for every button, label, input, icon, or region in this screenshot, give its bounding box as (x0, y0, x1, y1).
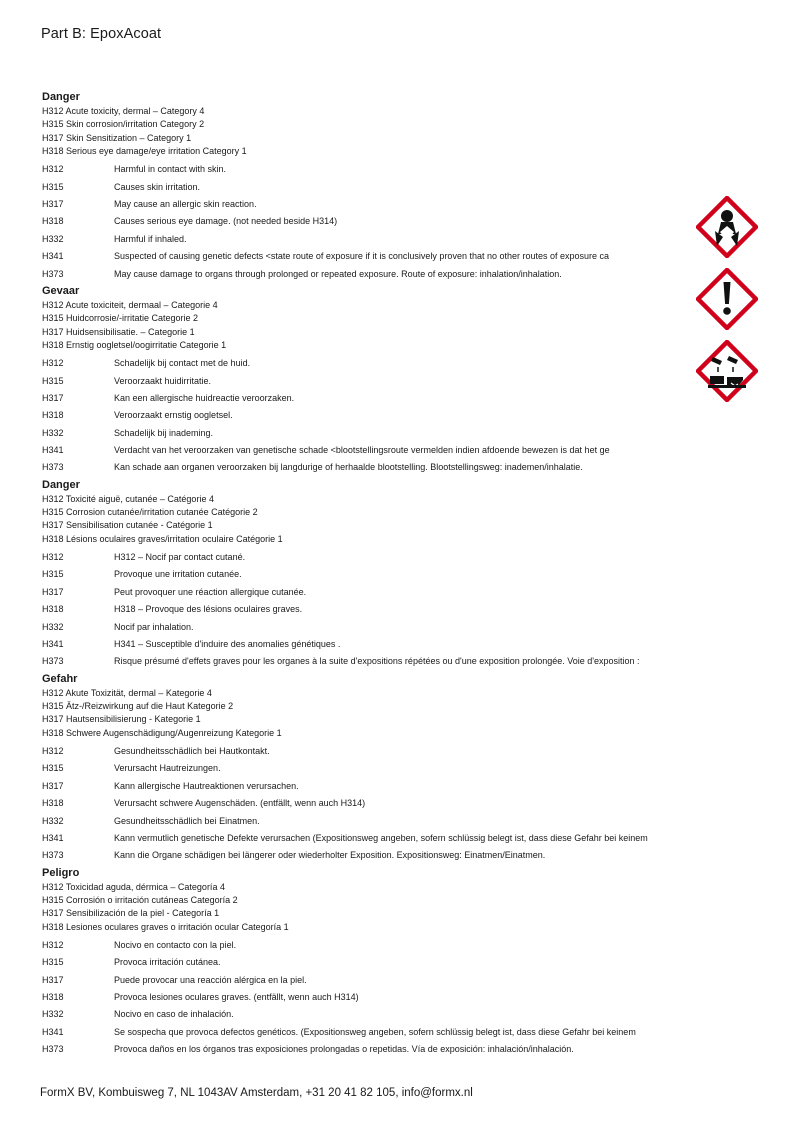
hazard-statement-text: May cause damage to organs through prolonged or repeated exposure. Route of exposure: inhalation/inhalation. (114, 268, 562, 279)
hazard-statement-row (42, 636, 732, 653)
hazard-code: H318 (42, 216, 64, 227)
classification-line: H317 Huidsensibilisatie. – Categorie 1 (42, 326, 195, 337)
hazard-code: H373 (42, 268, 64, 279)
hazard-code: H341 (42, 1026, 64, 1037)
hazard-statement-text: Provoca irritación cutánea. (114, 957, 221, 968)
section-heading: Gefahr (42, 672, 78, 685)
hazard-statement-text: H318 – Provoque des lésions oculaires graves. (114, 604, 303, 615)
hazard-code: H341 (42, 832, 64, 843)
hazard-section (42, 477, 732, 671)
hazard-statement-text: Peut provoquer une réaction allergique cutanée. (114, 586, 307, 597)
hazard-statement-row (42, 213, 732, 230)
hazard-code: H341 (42, 638, 64, 649)
hazard-statement-text: Risque présumé d'effets graves pour les organes à la suite d'expositions répétées ou d'une exposition prolongée. Voie d'exposition : (114, 656, 640, 667)
ghs-pictograms (696, 196, 758, 412)
hazard-statement-row (42, 266, 732, 283)
hazard-statement-row (42, 196, 732, 213)
hazard-code: H332 (42, 621, 64, 632)
hazard-statement-text: May cause an allergic skin reaction. (114, 198, 257, 209)
hazard-section (42, 89, 732, 283)
hazard-statement-row (42, 847, 732, 864)
section-heading: Peligro (42, 866, 80, 879)
hazard-statement-text: Se sospecha que provoca defectos genéticos. (Expositionsweg angeben, sofern schlüssig belegt ist, dass diese Gefahr bei keinem (114, 1026, 636, 1037)
hazard-code: H315 (42, 957, 64, 968)
classification-line: H318 Schwere Augenschädigung/Augenreizung Kategorie 1 (42, 727, 282, 738)
classification-line: H312 Toxicité aiguë, cutanée – Catégorie 4 (42, 493, 214, 504)
hazard-statement-row (42, 1041, 732, 1058)
hazard-statement-row (42, 601, 732, 618)
hazard-section (42, 671, 732, 865)
hazard-code: H373 (42, 462, 64, 473)
hazard-code: H373 (42, 656, 64, 667)
hazard-statement-text: Provoque une irritation cutanée. (114, 569, 242, 580)
hazard-statement-text: Verursacht Hautreizungen. (114, 763, 221, 774)
hazard-statement-text: Harmful if inhaled. (114, 233, 187, 244)
hazard-statement-row (42, 179, 732, 196)
hazard-code: H317 (42, 586, 64, 597)
classification-line: H317 Sensibilización de la piel - Categoría 1 (42, 908, 220, 919)
hazard-code: H332 (42, 815, 64, 826)
hazard-content (42, 89, 732, 1059)
hazard-code: H315 (42, 569, 64, 580)
page-title: Part B: EpoxAcoat (41, 26, 162, 42)
hazard-section (42, 865, 732, 1059)
hazard-statement-row (42, 1024, 732, 1041)
hazard-statement-text: Nocivo en contacto con la piel. (114, 939, 237, 950)
hazard-statement-text: Kann die Organe schädigen bei längerer oder wiederholter Exposition. Expositionsweg: Einatmen/Einatmen. (114, 850, 546, 861)
hazard-statement-row (42, 619, 732, 636)
section-heading: Gevaar (42, 284, 80, 297)
hazard-statement-text: H312 – Nocif par contact cutané. (114, 552, 246, 563)
hazard-statement-text: Puede provocar una reacción alérgica en la piel. (114, 974, 307, 985)
classification-line: H312 Acute toxiciteit, dermaal – Categorie 4 (42, 299, 218, 310)
hazard-code: H332 (42, 427, 64, 438)
hazard-statement-row (42, 653, 732, 670)
classification-line: H315 Corrosion cutanée/irritation cutanée Catégorie 2 (42, 507, 258, 518)
hazard-statement-row (42, 231, 732, 248)
hazard-code: H317 (42, 392, 64, 403)
hazard-statement-row (42, 795, 732, 812)
hazard-statement-text: Schadelijk bij contact met de huid. (114, 358, 251, 369)
hazard-statement-row (42, 373, 732, 390)
hazard-statement-row (42, 584, 732, 601)
hazard-code: H318 (42, 992, 64, 1003)
classification-line: H312 Akute Toxizität, dermal – Kategorie 4 (42, 687, 212, 698)
hazard-statement-row (42, 830, 732, 847)
hazard-statement-text: Provoca lesiones oculares graves. (entfällt, wenn auch H314) (114, 992, 359, 1003)
hazard-statement-text: Suspected of causing genetic defects <state route of exposure if it is conclusively proven that no other routes of exposure ca (114, 251, 610, 262)
hazard-statement-text: Kann vermutlich genetische Defekte verursachen (Expositionsweg angeben, sofern schlüssig belegt ist, dass diese Gefahr bei keinem (114, 832, 648, 843)
hazard-code: H315 (42, 375, 64, 386)
hazard-code: H332 (42, 1009, 64, 1020)
hazard-statement-row (42, 1006, 732, 1023)
hazard-statement-text: Nocivo en caso de inhalación. (114, 1009, 234, 1020)
classification-line: H318 Ernstig oogletsel/oogirritatie Categorie 1 (42, 339, 227, 350)
corrosion-pictogram-icon (696, 340, 758, 402)
hazard-code: H315 (42, 181, 64, 192)
hazard-statement-row (42, 442, 732, 459)
classification-line: H315 Huidcorrosie/-irritatie Categorie 2 (42, 313, 199, 324)
hazard-statement-row (42, 813, 732, 830)
hazard-statement-row (42, 760, 732, 777)
hazard-code: H317 (42, 974, 64, 985)
classification-line: H315 Skin corrosion/irritation Category 2 (42, 119, 205, 130)
classification-line: H318 Lésions oculaires graves/irritation oculaire Catégorie 1 (42, 533, 283, 544)
hazard-statement-row (42, 459, 732, 476)
hazard-statement-text: Kann allergische Hautreaktionen verursachen. (114, 780, 299, 791)
hazard-statement-row (42, 989, 732, 1006)
classification-line: H317 Hautsensibilisierung - Kategorie 1 (42, 714, 201, 725)
hazard-statement-text: Verursacht schwere Augenschäden. (entfällt, wenn auch H314) (114, 798, 366, 809)
hazard-statement-row (42, 743, 732, 760)
hazard-statement-text: Kan schade aan organen veroorzaken bij langdurige of herhaalde blootstelling. Blootstellingsweg: inademen/inhalatie. (114, 462, 583, 473)
hazard-statement-row (42, 778, 732, 795)
hazard-statement-text: Causes skin irritation. (114, 181, 201, 192)
hazard-statement-row (42, 972, 732, 989)
hazard-code: H315 (42, 763, 64, 774)
hazard-statement-row (42, 937, 732, 954)
classification-line: H315 Corrosión o irritación cutáneas Categoría 2 (42, 894, 238, 905)
footer-contact: FormX BV, Kombuisweg 7, NL 1043AV Amsterdam, +31 20 41 82 105, info@formx.nl (40, 1087, 473, 1099)
hazard-statement-row (42, 355, 732, 372)
hazard-section (42, 283, 732, 477)
classification-line: H317 Skin Sensitization – Category 1 (42, 132, 192, 143)
classification-line: H317 Sensibilisation cutanée - Catégorie 1 (42, 520, 213, 531)
hazard-code: H312 (42, 745, 64, 756)
exclamation-mark-pictogram-icon (696, 268, 758, 330)
hazard-code: H312 (42, 164, 64, 175)
hazard-statement-row (42, 566, 732, 583)
hazard-statement-row (42, 407, 732, 424)
classification-line: H315 Ätz-/Reizwirkung auf die Haut Kategorie 2 (42, 701, 234, 712)
classification-line: H318 Serious eye damage/eye irritation Category 1 (42, 145, 247, 156)
section-heading: Danger (42, 478, 80, 491)
hazard-statement-row (42, 425, 732, 442)
hazard-statement-row (42, 161, 732, 178)
hazard-statement-text: H341 – Susceptible d'induire des anomalies génétiques . (114, 638, 341, 649)
hazard-code: H341 (42, 445, 64, 456)
section-heading: Danger (42, 91, 80, 103)
hazard-code: H318 (42, 410, 64, 421)
hazard-statement-text: Verdacht van het veroorzaken van genetische schade <blootstellingsroute vermelden indien afdoende bewezen is dat het ge (114, 445, 610, 456)
hazard-code: H312 (42, 552, 64, 563)
hazard-statement-text: Veroorzaakt huidirritatie. (114, 375, 212, 386)
hazard-code: H373 (42, 1044, 64, 1055)
hazard-statement-row (42, 954, 732, 971)
hazard-statement-text: Kan een allergische huidreactie veroorzaken. (114, 392, 295, 403)
hazard-code: H317 (42, 780, 64, 791)
hazard-statement-text: Causes serious eye damage. (not needed beside H314) (114, 216, 338, 227)
hazard-code: H373 (42, 850, 64, 861)
hazard-code: H312 (42, 358, 64, 369)
hazard-statement-text: Gesundheitsschädlich bei Hautkontakt. (114, 745, 270, 756)
hazard-code: H332 (42, 233, 64, 244)
hazard-statement-row (42, 390, 732, 407)
hazard-statement-text: Veroorzaakt ernstig oogletsel. (114, 410, 233, 421)
hazard-code: H318 (42, 604, 64, 615)
hazard-statement-text: Harmful in contact with skin. (114, 164, 227, 175)
hazard-code: H341 (42, 251, 64, 262)
hazard-code: H312 (42, 939, 64, 950)
hazard-statement-text: Schadelijk bij inademing. (114, 427, 214, 438)
classification-line: H312 Toxicidad aguda, dérmica – Categoría 4 (42, 881, 225, 892)
health-hazard-pictogram-icon (696, 196, 758, 258)
hazard-statement-text: Nocif par inhalation. (114, 621, 194, 632)
hazard-statement-text: Provoca daños en los órganos tras exposiciones prolongadas o repetidas. Vía de exposición: inhalación/inhalación. (114, 1044, 574, 1055)
hazard-code: H318 (42, 798, 64, 809)
classification-line: H318 Lesiones oculares graves o irritación ocular Categoría 1 (42, 921, 289, 932)
hazard-code: H317 (42, 198, 64, 209)
hazard-statement-text: Gesundheitsschädlich bei Einatmen. (114, 815, 260, 826)
hazard-statement-row (42, 549, 732, 566)
hazard-statement-row (42, 248, 732, 265)
classification-line: H312 Acute toxicity, dermal – Category 4 (42, 106, 205, 116)
